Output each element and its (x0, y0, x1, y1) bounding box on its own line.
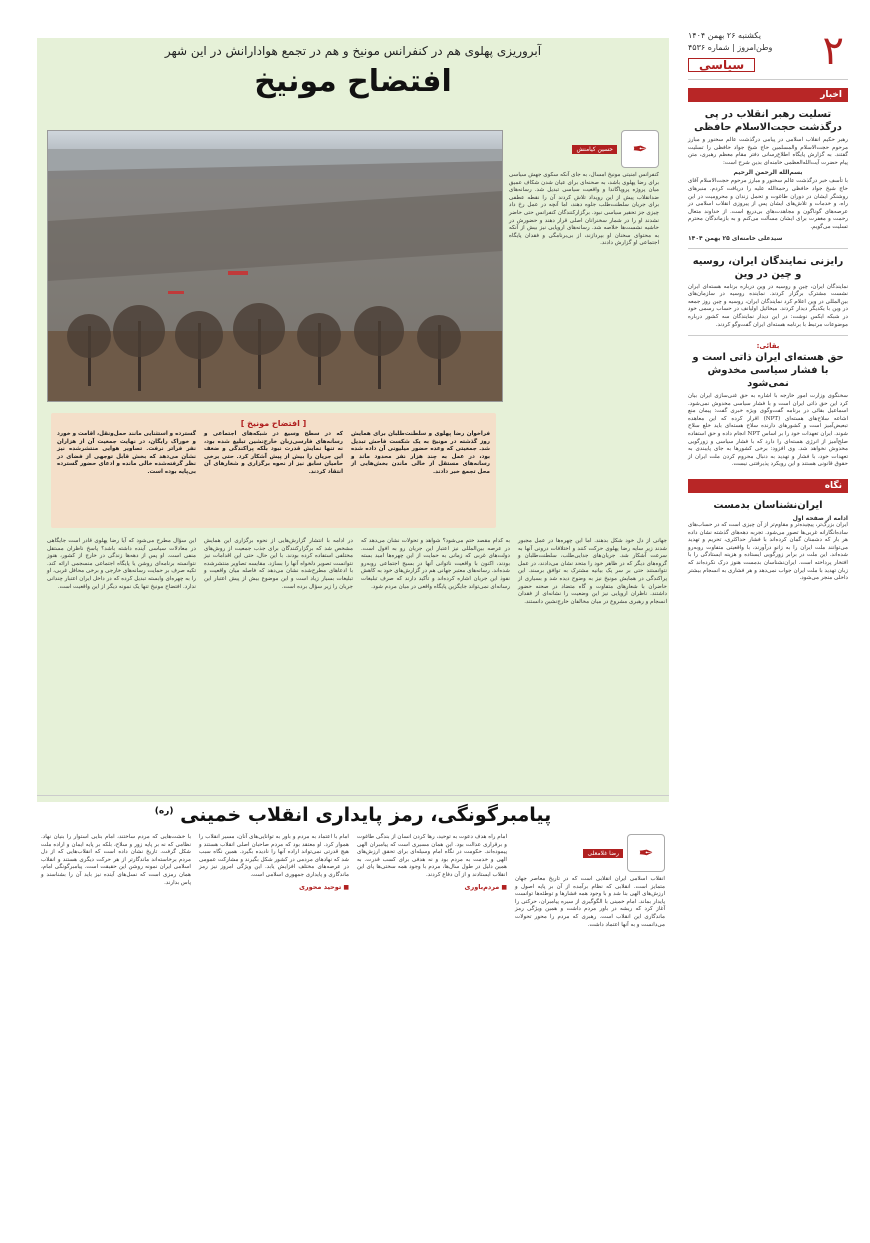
pull-quote-col-1: فراخوان رضا پهلوی و سلطنت‌طلبان برای همایش روز گذشته در مونیخ به یک شکست فاحش تبدیل شد. جمعیتی که وعده حضور میلیونی آن داده شده بود، در عمل به چند هزار نفر محدود ماند و رسانه‌های مستقل از خالی ماندن بخش‌هایی از محل تجمع خبر دادند. (351, 431, 490, 475)
issue-number: وطن‌امروز | شماره ۴۵۳۶ (688, 43, 773, 52)
news4-continued: ادامه از صفحه اول (792, 515, 848, 523)
bottom-col-1-wrap (515, 834, 665, 929)
bottom-col-2: امام راه هدف دعوت به توحید، رها کردن انسان از بندگی طاغوت و برقراری عدالت بود. این همان مسیری است که پیامبران الهی پیموده‌اند. حکومت در نگاه امام وسیله‌ای برای تحقق ارزش‌های الهی و خدمت به مردم بود و نه هدفی برای کسب قدرت. به همین دلیل در طول سال‌ها، مردم با وجود همه سختی‌ها پای این انقلاب ایستادند و از آن دفاع کردند. (357, 834, 507, 878)
crowd-photo (47, 130, 503, 402)
bullet-icon-2: ■ (343, 883, 349, 891)
pen-icon: ✒ (621, 130, 659, 168)
top-body-col-4: این سؤال مطرح می‌شود که آیا رضا پهلوی قادر است جایگاهی در معادلات سیاسی آینده داشته باشد؟ پاسخ ناظران مستقل منفی است. او پس از دهه‌ها زندگی در خارج از کشور، هنوز نتوانسته برنامه‌ای روشن یا پایگاه اجتماعی منسجمی ارائه کند. تکیه صرف بر حمایت رسانه‌های خارجی و برخی محافل غربی، او را به چهره‌ای وابسته تبدیل کرده که در داخل ایران اعتبار چندانی ندارد. افتضاح مونیخ تنها یک نمونه دیگر از این واقعیت است. (47, 538, 196, 590)
bottom-headline (37, 804, 669, 826)
top-article (37, 38, 669, 802)
issue-date: یکشنبه ۲۶ بهمن ۱۴۰۴ (688, 31, 761, 40)
bottom-body-columns (37, 834, 669, 929)
top-body-col-1: جهانی از دل خود شکل بدهند. اما این چهره‌ها در عمل مجبور شدند زیر سایه رضا پهلوی حرکت کنند و اختلافات درونی آنها به سرعت آشکار شد. جریان‌های جدایی‌طلب، سلطنت‌طلبان و گروه‌های دیگر که در ظاهر خود را متحد نشان می‌دادند، در عمل نتوانستند حتی بر سر یک بیانیه مشترک به توافق برسند. این پراکندگی در همایش مونیخ نیز به وضوح دیده شد و بسیاری از حاضران با شعارهای متفاوت و گاه متضاد در صحنه حضور داشتند. ناظران اروپایی نیز این وضعیت را نشانه‌ای از فقدان انسجام و رهبری مشروع در میان مخالفان خارج‌نشین دانستند. (518, 538, 667, 605)
page-number: ۲ (822, 28, 844, 74)
news1-signature: سیدعلی خامنه‌ای ۲۵ بهمن ۱۴۰۴ (688, 234, 783, 242)
news4-text: ایران بزرگ‌تر، پیچیده‌تر و مقاوم‌تر از آن چیزی است که در حساب‌های ساده‌انگارانه غربی‌ها تصور می‌شود. تجربه دهه‌های گذشته نشان داده هر بار که دشمنان گمان کرده‌اند با فشار حداکثری، تحریم و تهدید می‌توانند ملت ایران را به زانو درآورند، با واقعیتی متفاوت روبه‌رو شده‌اند. این ملت در برابر زورگویی ایستاده و هزینه ایستادگی را با افتخار پرداخته است. ایران‌نشناسان بدمست هنوز درک نکرده‌اند که زبان تهدید با ملت ایران جواب نمی‌دهد و هر فشاری به انسجام بیشتر داخلی منجر می‌شود. (688, 522, 848, 582)
bottom-col-4-wrap (41, 834, 191, 929)
news2-text: نمایندگان ایران، چین و روسیه در وین درباره برنامه هسته‌ای ایران نشست مشترک برگزار کردند. نماینده روسیه در سازمان‌های بین‌المللی در وین اعلام کرد نمایندگان ایران، روسیه و چین روز جمعه در وین با یکدیگر دیدار کردند. میخائیل اولیانف در حساب رسمی خود در شبکه ایکس نوشت: در این دیدار نمایندگان سه کشور درباره موضوعات مرتبط با برنامه هسته‌ای ایران گفت‌وگو کردند. (688, 283, 848, 328)
pull-quote-col-3: گسترده و استثنایی مانند حمل‌ونقل، اقامت و خورد و خوراک رایگان، در نهایت جمعیت آن از هزاران نفر فراتر نرفت. تصاویر هوایی منتشرشده نیز نشان می‌دهد که بخش قابل توجهی از فضای در نظر گرفته‌شده خالی مانده و ادعای حضور گسترده بی‌پایه بوده است. (57, 431, 196, 475)
bottom-col-3-wrap (199, 834, 349, 929)
band-news: اخبار (688, 88, 848, 102)
bottom-headline-sup: (ره) (154, 806, 174, 817)
top-article-block (37, 38, 669, 802)
top-body-columns (47, 538, 667, 606)
bottom-col-3: امام با اعتماد به مردم و باور به توانایی‌های آنان، مسیر انقلاب را هموار کرد. او معتقد بود که مردم صاحبان اصلی انقلاب هستند و هیچ قدرتی نمی‌تواند اراده آنها را نادیده بگیرد. همین نگاه سبب شد که نهادهای مردمی در کشور شکل بگیرند و مشارکت عمومی در عرصه‌های مختلف افزایش یابد. این ویژگی امروز نیز رمز ماندگاری و پایداری جمهوری اسلامی است. (199, 834, 349, 878)
news3-text: سخنگوی وزارت امور خارجه با اشاره به حق غنی‌سازی ایران بیان کرد این حق ذاتی ایران است و با فشار سیاسی مخدوش نمی‌شود. اسماعیل بقائی در برنامه گفت‌وگوی ویژه خبری گفت: پیمان منع اشاعه سلاح‌های هسته‌ای (NPT) اقرار کرده که این معاهده تبعیض‌آمیز است و کشورهای دارنده سلاح هسته‌ای باید خلع سلاح شوند. ایران تعهدات خود را بر اساس NPT انجام داده و حق استفاده صلح‌آمیز از انرژی هسته‌ای را دارد که با فشار سیاسی و زورگویی مخدوش نخواهد شد. وی افزود: برخی کشورها به جای پایبندی به تعهدات خود، با فشار و تهدید به دنبال محروم کردن ملت ایران از حقوق قانونی هستند و این رویکرد پذیرفتنی نیست. (688, 393, 849, 468)
masthead (688, 30, 848, 80)
top-body-col-3: در ادامه با انتشار گزارش‌هایی از نحوه برگزاری این همایش مشخص شد که برگزارکنندگان برای جذب جمعیت از روش‌های مختلفی استفاده کرده بودند. با این حال، حتی این اقدامات نیز نتوانست تصویر دلخواه آنها را بسازد. مقایسه تصاویر منتشرشده با ادعاهای مطرح‌شده نشان می‌دهد که فاصله میان واقعیت و تبلیغات بسیار زیاد است و این موضوع بیش از پیش اعتبار این جریان را زیر سؤال برده است. (204, 538, 353, 590)
author-badge (509, 130, 659, 168)
bottom-author-name: رضا غلامعلی (583, 849, 623, 858)
pull-quote-columns (57, 431, 490, 477)
author-name: حسین کیامنش (572, 145, 617, 154)
bottom-subhead-2-text: توحید محوری (298, 882, 342, 891)
bottom-subhead-2 (199, 883, 349, 891)
section-label: سیاسی (688, 58, 755, 72)
bottom-author-badge (515, 834, 665, 872)
bottom-col-1: انقلاب اسلامی ایران انقلابی است که در تاریخ معاصر جهان متمایز است. انقلابی که نظام برآمده از آن بر پایه اصول و ارزش‌های الهی بنا شد و با وجود همه فشارها و توطئه‌ها توانست پایدار بماند. امام خمینی با الگوگیری از سیره پیامبران، حرکتی را آغاز کرد که ریشه در باور مردم داشت و همین ویژگی رمز ماندگاری این انقلاب است. رهبری که مردم را محور تحولات می‌دانست و به آنها اعتماد داشت. (515, 876, 665, 928)
lead-column (509, 130, 659, 248)
top-kicker: آبروریزی پهلوی هم در کنفرانس مونیخ و هم در تجمع هوادارانش در این شهر (164, 44, 542, 58)
pull-quote-col-2: که در سطح وسیع در شبکه‌های اجتماعی و رسانه‌های فارسی‌زبان خارج‌نشین تبلیغ شده بود، نه تنها نمایش قدرت نبود بلکه پراکندگی و ضعف این جریان را بیش از پیش آشکار کرد. حتی برخی حامیان سابق نیز از نحوه برگزاری و شعارهای آن انتقاد کردند. (204, 431, 343, 475)
crowd-photo-image (48, 131, 502, 401)
news1-text: رهبر حکیم انقلاب اسلامی در پیامی درگذشت عالم سخنور و مبارز مرحوم حجت‌الاسلام والمسلمین حاج شیخ جواد حافظی را تسلیت گفتند. به گزارش پایگاه اطلاع‌رسانی دفتر مقام معظم رهبری، متن پیام حضرت آیت‌الله‌العظمی خامنه‌ای بدین شرح است: (688, 137, 848, 166)
news4-headline: ایران‌نشناسان بدمست (713, 500, 823, 512)
news1-headline: تسلیت رهبر انقلاب در پی درگذشت حجت‌الاسلام حافظی (694, 109, 842, 133)
bottom-pen-icon: ✒ (627, 834, 665, 872)
news1-text2: با تأسف خبر درگذشت عالم سخنور و مبارز مرحوم حجت‌الاسلام آقای حاج شیخ جواد حافظی رحمةالله علیه را دریافت کردم. منبرهای روشنگر ایشان در دوران طاغوت و تحمل زندان و محرومیت در این راه، و خدمات و تلاش‌های ایشان پس از پیروزی انقلاب اسلامی در عرصه‌های گوناگون و مجاهدت‌های بی‌دریغ است. از خداوند متعال رحمت و مغفرت برای ایشان مسألت می‌کنم و به بازماندگان محترم تسلیت می‌گویم. (688, 178, 848, 230)
bottom-headline-text: پیامبرگونگی، رمز پایداری انقلاب خمینی (180, 804, 552, 826)
bottom-subhead-1 (357, 883, 507, 891)
bullet-icon: ■ (501, 883, 507, 891)
bottom-col-2-wrap (357, 834, 507, 929)
masthead-meta (688, 30, 772, 73)
band-view: نگاه (688, 479, 848, 493)
news3-kicker: بقائی: (756, 342, 780, 351)
top-body-col-2: به کدام مقصد ختم می‌شود؟ شواهد و تحولات نشان می‌دهد که در عرصه بین‌المللی نیز اعتبار این جریان رو به افول است. دولت‌های غربی که زمانی به حمایت از این چهره‌ها امید بسته بودند، اکنون با واقعیت ناتوانی آنها در بسیج اجتماعی روبه‌رو شده‌اند. رسانه‌های معتبر جهانی هم در گزارش‌های خود به کاهش نفوذ این جریان اشاره کرده‌اند و تأکید دارند که صرف تبلیغات رسانه‌ای نمی‌تواند جایگزین پایگاه واقعی در میان مردم شود. (361, 538, 510, 590)
pull-quote-box (51, 413, 496, 528)
bottom-subhead-1-text: مردم‌باوری (464, 882, 500, 891)
pull-quote-title: [ افتضاح مونیخ ] (240, 419, 307, 428)
news1-basmala: بسم‌الله الرحمن الرحیم (733, 169, 803, 177)
news2-headline: رایزنی نمایندگان ایران، روسیه و چین در وین (692, 255, 844, 280)
top-headline: افتضاح مونیخ (254, 64, 452, 99)
bottom-article (37, 795, 669, 1236)
news3-headline: حق هسته‌ای ایران ذاتی است و با فشار سیاسی مخدوش نمی‌شود (692, 352, 844, 390)
sidebar-column (688, 30, 848, 1240)
bottom-col-4: با خشت‌هایی که مردم ساختند، امام بنایی استوار را بنیان نهاد. نظامی که نه بر پایه زور و سلاح، بلکه بر پایه ایمان و اراده ملت شکل گرفت. تاریخ نشان داده است که انقلاب‌هایی که از دل مردم برخاسته‌اند ماندگارتر از هر حرکت دیگری هستند و انقلاب اسلامی ایران نمونه روشن این حقیقت است. پیامبرگونگی امام، همان رمزی است که نسل‌های آینده نیز باید آن را بشناسند و پاس بدارند. (41, 834, 191, 886)
lead-text: کنفرانس امنیتی مونیخ امسال، به جای آنکه سکوی جهش سیاسی برای رضا پهلوی باشد، به صحنه‌ای برای عیان شدن شکاف عمیق میان پروژه پروپاگاندا و واقعیت سیاسی تبدیل شد. رسانه‌های ضدانقلاب پیش از این رویداد تلاش کردند آن را نقطه عطفی برای جریان سلطنت‌طلب جلوه دهند، اما آنچه در عمل رخ داد چیزی جز تحقیر سیاسی نبود. برگزارکنندگان کنفرانس حتی حاضر نشدند او را در شمار سخنرانان اصلی قرار دهند و حضورش در حاشیه نشست‌ها خلاصه شد. رسانه‌های اروپایی نیز بیش از آنکه به محتوای سخنان او بپردازند، از بی‌برنامگی و فقدان پایگاه اجتماعی او گزارش دادند. (509, 172, 659, 247)
